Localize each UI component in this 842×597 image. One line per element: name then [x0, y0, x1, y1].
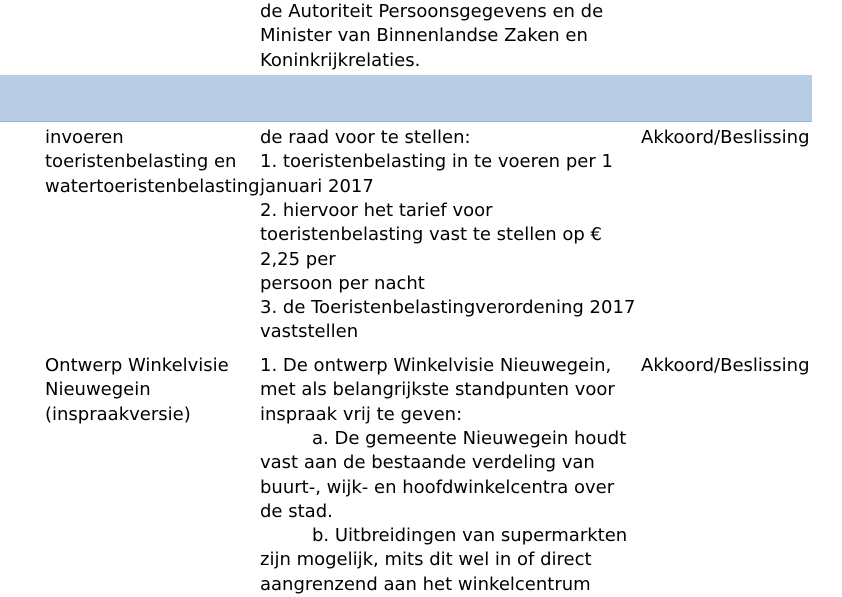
row-1-decision-line-3: januari 2017: [260, 175, 374, 197]
row-1-decision-line-4: 2. hiervoor het tarief voor: [260, 199, 493, 221]
row-2-decision-line-2: met als belangrijkste standpunten voor: [260, 379, 615, 401]
row-2-decision-line-5: vast aan de bestaande verdeling van: [260, 452, 595, 474]
row-2-decision-line-4: a. De gemeente Nieuwegein houdt: [312, 427, 627, 449]
row-2-subject-line-1: Ontwerp Winkelvisie: [45, 355, 229, 376]
row-2-decision-line-9: zijn mogelijk, mits dit wel in of direct: [260, 549, 592, 571]
row-1-decision-line-6: 2,25 per: [260, 248, 336, 270]
section-separator-band: [0, 75, 812, 121]
row-1-decision-line-1: de raad voor te stellen:: [260, 127, 471, 148]
row-2-decision-line-1: 1. De ontwerp Winkelvisie Nieuwegein,: [260, 355, 612, 376]
row-2-decision-line-8: b. Uitbreidingen van supermarkten: [312, 525, 628, 547]
row-1-decision-line-7: persoon per nacht: [260, 272, 425, 294]
row-2-subject-line-3: (inspraakversie): [45, 403, 191, 425]
row-2-decision-line-3: inspraak vrij te geven:: [260, 403, 463, 425]
row-2-subject-line-2: Nieuwegein: [45, 379, 151, 401]
top-row-decision-line-2: Minister van Binnenlandse Zaken en: [260, 25, 588, 47]
row-2-decision-line-7: de stad.: [260, 500, 333, 522]
row-1-type: Akkoord/Beslissing: [641, 127, 810, 148]
row-1-decision-line-2: 1. toeristenbelasting in te voeren per 1: [260, 151, 613, 173]
row-1-decision-line-5: toeristenbelasting vast te stellen op €: [260, 224, 603, 246]
row-1-subject-line-1: invoeren: [45, 127, 124, 148]
row-1-decision-line-9: vaststellen: [260, 321, 359, 343]
row-2-decision-line-6: buurt-, wijk- en hoofdwinkelcentra over: [260, 476, 615, 498]
top-row-decision-line-3: Koninkrijkrelaties.: [260, 49, 421, 71]
top-row-decision-line-1: de Autoriteit Persoonsgegevens en de: [260, 1, 604, 22]
row-1-subject-line-3: watertoeristenbelasting: [45, 175, 260, 197]
row-2-decision-line-10: aangrenzend aan het winkelcentrum: [260, 573, 591, 595]
row-1-decision-line-8: 3. de Toeristenbelastingverordening 2017: [260, 297, 636, 319]
row-1-subject-line-2: toeristenbelasting en: [45, 151, 237, 173]
row-2-type: Akkoord/Beslissing: [641, 355, 810, 376]
section-separator-line: [0, 121, 812, 122]
